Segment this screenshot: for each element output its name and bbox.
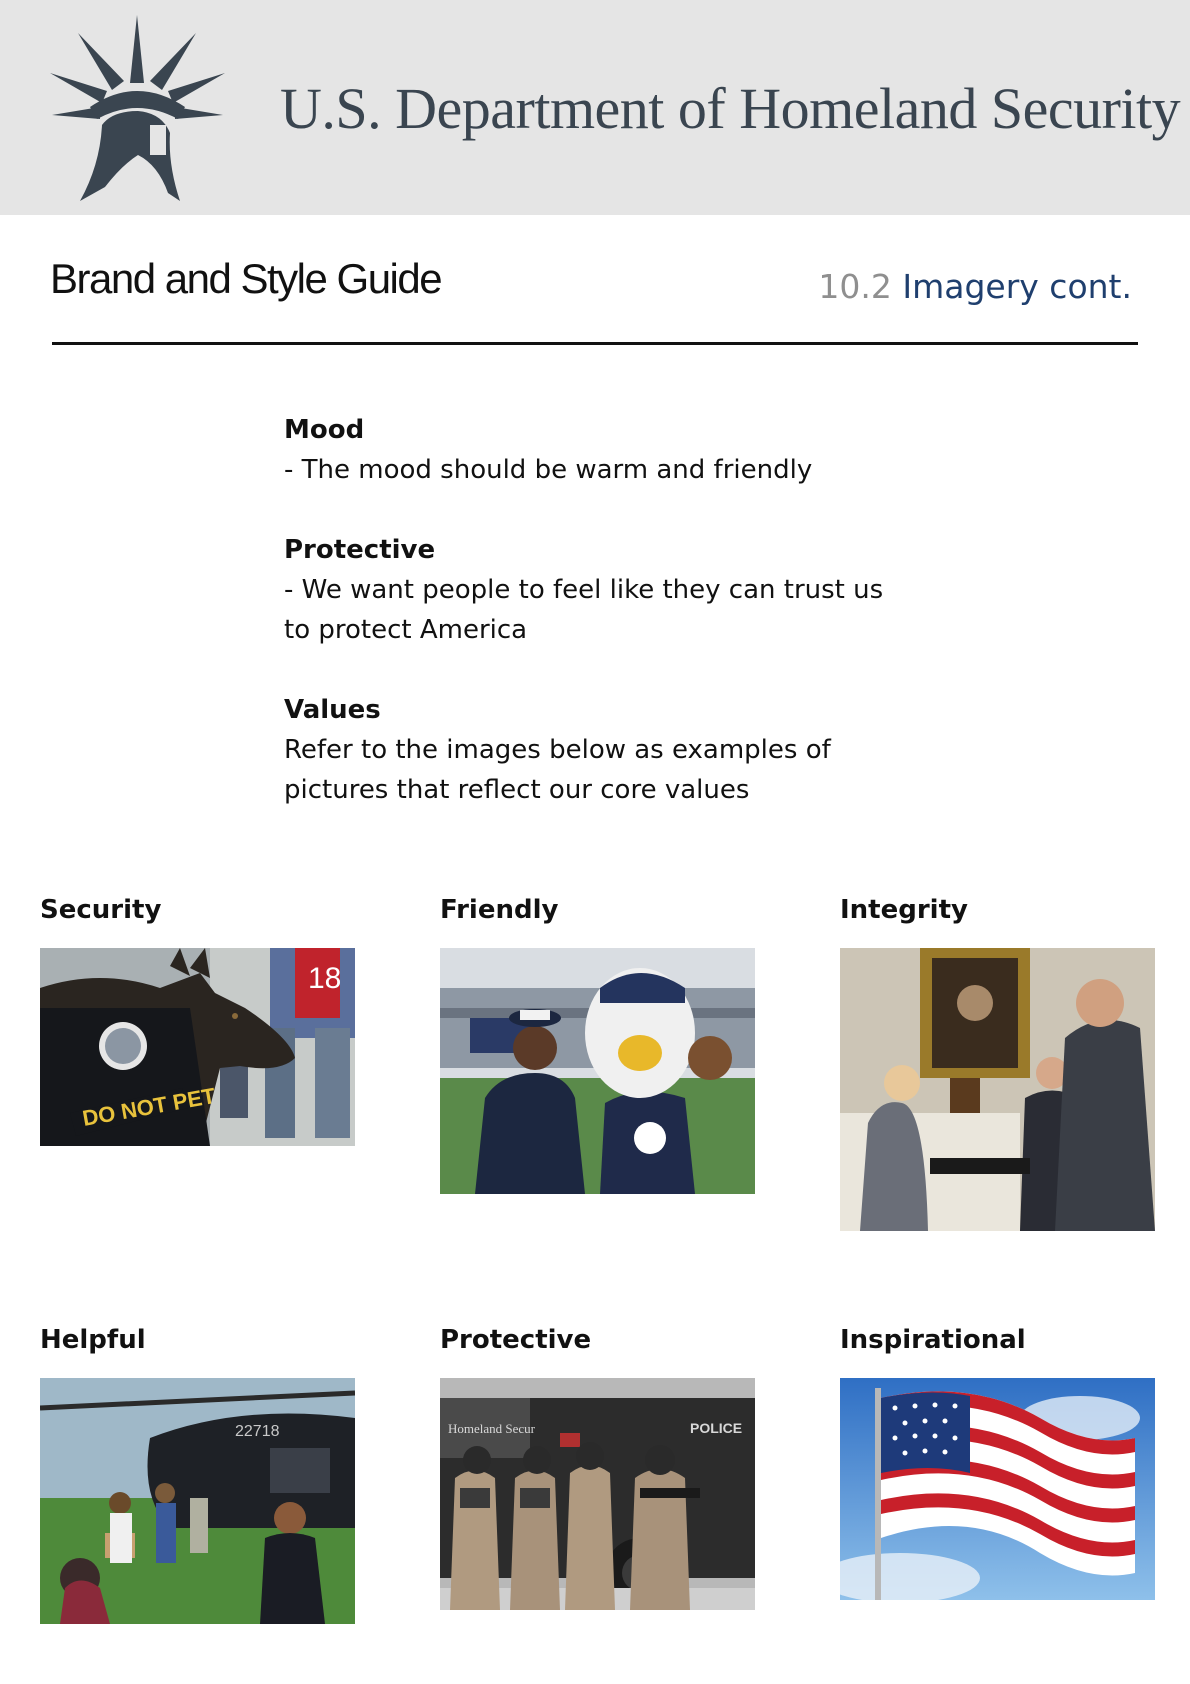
- value-integrity: [840, 890, 1155, 930]
- guideline-protective: [284, 530, 924, 650]
- guidelines: [284, 410, 924, 850]
- value-label: Protective: [440, 1325, 592, 1355]
- vest-patch-text: DO NOT PET: [80, 1082, 218, 1131]
- tactical-team-photo: [440, 1378, 755, 1610]
- jersey-number: 18: [308, 962, 342, 995]
- value-friendly: [440, 890, 755, 930]
- k9-dog-photo: [40, 948, 355, 1146]
- vehicle-police-text: POLICE: [690, 1420, 743, 1436]
- header-bar: [0, 0, 1190, 215]
- agency-name: U.S. Department of Homeland Security: [280, 76, 1181, 141]
- section-name: Imagery cont.: [902, 267, 1132, 306]
- guideline-body: Refer to the images below as examples of pictures that reflect our core values: [284, 735, 831, 805]
- value-inspirational: [840, 1320, 1155, 1360]
- value-label: Inspirational: [840, 1325, 1026, 1355]
- guideline-heading: Mood: [284, 415, 365, 445]
- title-divider: [52, 342, 1138, 345]
- guideline-heading: Values: [284, 695, 381, 725]
- guideline-values: [284, 690, 924, 810]
- value-protective: [440, 1320, 755, 1436]
- swearing-in-ceremony-photo: [840, 948, 1155, 1231]
- section-number: 10.2: [818, 267, 892, 306]
- value-label: Friendly: [440, 895, 559, 925]
- value-label: Helpful: [40, 1325, 146, 1355]
- helicopter-tail-number: 22718: [235, 1423, 280, 1440]
- value-label: Security: [40, 895, 162, 925]
- guideline-heading: Protective: [284, 535, 436, 565]
- document-title: Brand and Style Guide: [50, 255, 442, 302]
- coast-guard-officer-with-mascot-photo: [440, 948, 755, 1194]
- guideline-mood: [284, 410, 924, 490]
- statue-of-liberty-crown-logo: [50, 15, 225, 205]
- value-helpful: [40, 1320, 355, 1440]
- section-label: [818, 267, 1132, 306]
- helicopter-relief-supplies-photo: [40, 1378, 355, 1624]
- value-security: [40, 890, 355, 1131]
- guideline-body: - We want people to feel like they can trust us to protect America: [284, 575, 884, 645]
- vehicle-signage-text: Homeland Secur: [448, 1421, 536, 1436]
- american-flag-photo: [840, 1378, 1155, 1600]
- guideline-body: - The mood should be warm and friendly: [284, 455, 813, 485]
- value-label: Integrity: [840, 895, 968, 925]
